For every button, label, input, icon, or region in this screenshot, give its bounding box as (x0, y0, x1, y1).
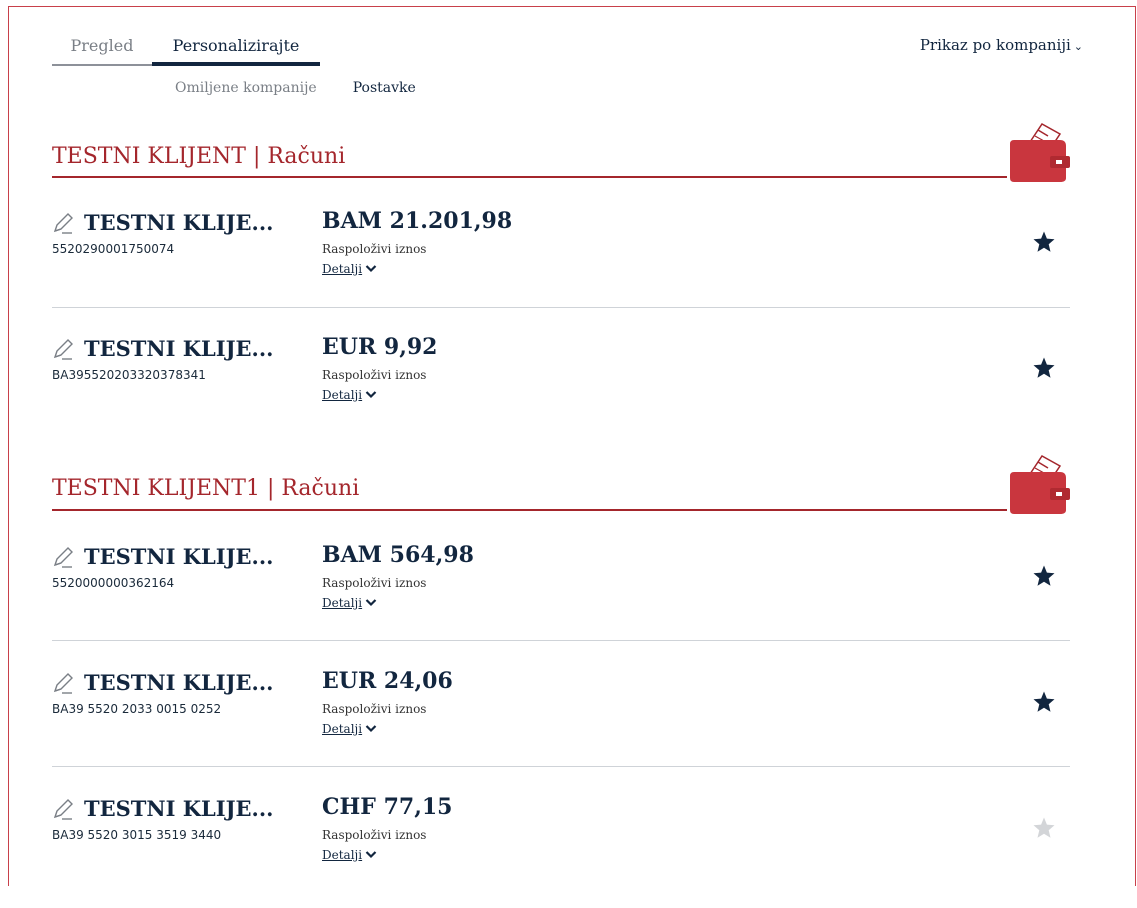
chevron-down-icon (365, 390, 377, 399)
account-row (52, 336, 1070, 448)
account-amount: BAM 564,98 (322, 542, 474, 568)
row-divider (52, 640, 1070, 641)
account-amount: EUR 24,06 (322, 668, 453, 694)
account-amount: CHF 77,15 (322, 794, 453, 820)
details-label: Detalji (322, 722, 363, 736)
favorite-star-icon[interactable] (1032, 564, 1056, 588)
chevron-down-icon: ⌄ (1073, 40, 1083, 53)
account-name-label: TESTNI KLIJE... (84, 796, 274, 821)
details-label: Detalji (322, 262, 363, 276)
details-link[interactable] (322, 848, 377, 862)
row-divider (52, 307, 1070, 308)
main-tabs (52, 32, 320, 66)
chevron-down-icon (365, 598, 377, 607)
row-divider (52, 766, 1070, 767)
details-link[interactable] (322, 262, 377, 276)
pencil-icon[interactable] (52, 546, 74, 568)
available-amount-label: Raspoloživi iznos (322, 828, 427, 842)
account-amount: BAM 21.201,98 (322, 208, 513, 234)
account-name (52, 210, 273, 235)
section-header (52, 448, 1070, 514)
favorite-star-icon[interactable] (1032, 816, 1056, 840)
details-link[interactable] (322, 722, 377, 736)
details-link[interactable] (322, 596, 377, 610)
account-number: 5520290001750074 (52, 242, 175, 256)
chevron-down-icon (365, 850, 377, 859)
pencil-icon[interactable] (52, 338, 74, 360)
available-amount-label: Raspoloživi iznos (322, 576, 427, 590)
favorite-star-icon[interactable] (1032, 230, 1056, 254)
pencil-icon[interactable] (52, 672, 74, 694)
chevron-down-icon (365, 264, 377, 273)
details-link[interactable] (322, 388, 377, 402)
details-label: Detalji (322, 596, 363, 610)
account-name-label: TESTNI KLIJE... (84, 544, 274, 569)
account-number: BA39 5520 3015 3519 3440 (52, 828, 222, 842)
account-amount: EUR 9,92 (322, 334, 438, 360)
chevron-down-icon (365, 724, 377, 733)
section-divider (52, 176, 1007, 178)
subtab-settings[interactable]: Postavke (352, 80, 416, 96)
section-divider (52, 509, 1007, 511)
account-number: BA39 5520 2033 0015 0252 (52, 702, 222, 716)
details-label: Detalji (322, 848, 363, 862)
wallet-icon (1008, 454, 1070, 514)
account-name (52, 336, 273, 361)
favorite-star-icon[interactable] (1032, 356, 1056, 380)
view-by-company-dropdown[interactable] (920, 36, 1083, 54)
pencil-icon[interactable] (52, 798, 74, 820)
subtab-favorite-companies[interactable]: Omiljene kompanije (175, 80, 317, 96)
view-dropdown-label: Prikaz po kompaniji (919, 36, 1071, 54)
tab-personalizirajte[interactable]: Personalizirajte (152, 32, 320, 66)
section-header (52, 118, 1070, 184)
account-number: BA395520203320378341 (52, 368, 206, 382)
pencil-icon[interactable] (52, 212, 74, 234)
account-row (52, 544, 1070, 656)
account-number: 5520000000362164 (52, 576, 175, 590)
account-name (52, 544, 273, 569)
wallet-icon (1008, 122, 1070, 182)
account-name (52, 670, 273, 695)
details-label: Detalji (322, 388, 363, 402)
available-amount-label: Raspoloživi iznos (322, 242, 427, 256)
account-name-label: TESTNI KLIJE... (84, 336, 274, 361)
sub-tabs (175, 80, 416, 96)
account-name (52, 796, 273, 821)
account-name-label: TESTNI KLIJE... (84, 670, 274, 695)
account-row (52, 796, 1070, 908)
account-row (52, 210, 1070, 322)
tab-pregled[interactable]: Pregled (52, 32, 152, 66)
account-row (52, 670, 1070, 782)
available-amount-label: Raspoloživi iznos (322, 702, 427, 716)
available-amount-label: Raspoloživi iznos (322, 368, 427, 382)
favorite-star-icon[interactable] (1032, 690, 1056, 714)
account-name-label: TESTNI KLIJE... (84, 210, 274, 235)
section-title: TESTNI KLIJENT | Računi (52, 144, 346, 169)
section-title: TESTNI KLIJENT1 | Računi (52, 476, 360, 501)
